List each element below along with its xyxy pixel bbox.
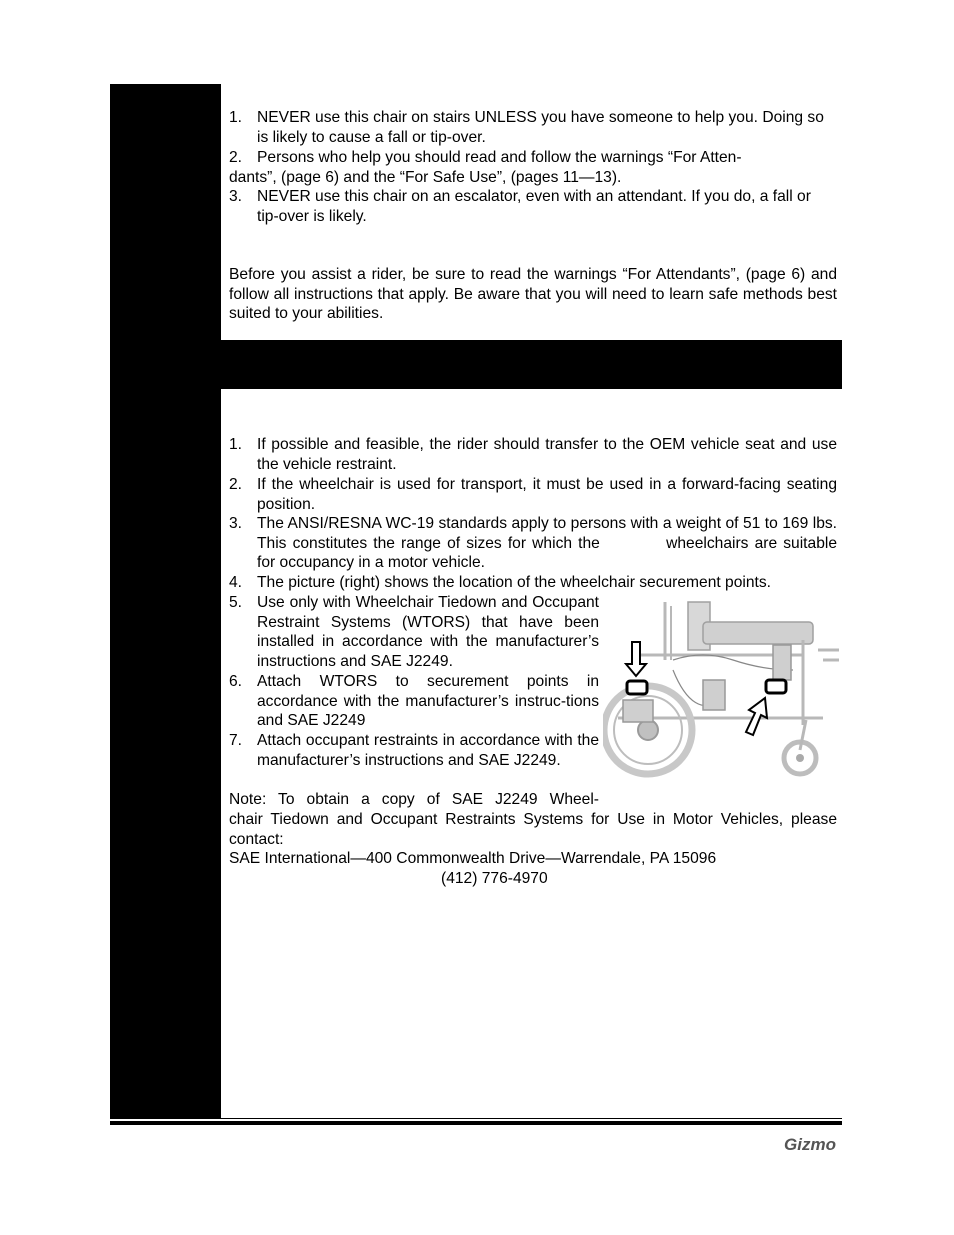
item-number: 2. xyxy=(229,476,243,493)
item-number: 4. xyxy=(229,574,243,591)
transport-item-6 xyxy=(229,672,599,731)
sae-note-line2: chair Tiedown and Occupant Restraints Systems for Use in Motor Vehicles, please contact: xyxy=(229,811,837,848)
stairs-item-2-continued: dants”, (page 6) and the “For Safe Use”, (pages 11—13). xyxy=(229,169,622,186)
item-number: 1. xyxy=(229,436,243,453)
item-text: NEVER use this chair on stairs UNLESS you have someone to help you. Doing so is likely to cause a fall or tip-over. xyxy=(257,109,824,146)
item-number: 5. xyxy=(229,594,243,611)
sae-address: SAE International—400 Commonwealth Drive—Warrendale, PA 15096 xyxy=(229,850,717,867)
stairs-item-2 xyxy=(229,148,829,168)
footer-rule-thin xyxy=(110,1118,842,1119)
section-banner xyxy=(221,340,842,389)
transport-item-1 xyxy=(229,435,837,474)
transport-item-4 xyxy=(229,573,837,593)
item-text: Use only with Wheelchair Tiedown and Occupant Restraint Systems (WTORS) that have been installed in accordance with the manufacturer’s instructions and SAE J2249. xyxy=(257,594,599,671)
footer-rule xyxy=(110,1121,842,1125)
stairs-item-1 xyxy=(229,108,824,147)
item-text: The picture (right) shows the location of the wheelchair securement points. xyxy=(257,574,771,591)
transport-item-5 xyxy=(229,593,599,672)
item-number: 3. xyxy=(229,515,243,532)
sae-phone: (412) 776-4970 xyxy=(441,870,548,887)
attendant-note: Before you assist a rider, be sure to read the warnings “For Attendants”, (page 6) and follow all instructions that apply. Be aware that you will need to learn safe methods best suited to your abilities. xyxy=(229,266,837,323)
item-text: NEVER use this chair on an escalator, even with an attendant. If you do, a fall or tip-over is likely. xyxy=(257,188,811,225)
item-text-b: wheelchairs are suitable for occupancy in a motor vehicle. xyxy=(257,534,838,572)
item-number: 2. xyxy=(229,149,243,166)
transport-item-2 xyxy=(229,475,837,514)
item-text-a: The ANSI/RESNA WC-19 standards apply to persons with a weight of 51 to 169 lbs. This constitutes the range of sizes for which the xyxy=(257,515,837,552)
item-text-wrap xyxy=(257,514,837,573)
sae-note-line1: Note: To obtain a copy of SAE J2249 Wheel- xyxy=(229,791,599,808)
wheelchair-securement-diagram-icon xyxy=(603,600,842,780)
item-number: 1. xyxy=(229,109,243,126)
item-text: Attach WTORS to securement points in accordance with the manufacturer’s instruc-tions and SAE J2249 xyxy=(257,673,599,730)
transport-item-7 xyxy=(229,731,599,770)
left-sidebar-bar xyxy=(110,84,221,1118)
item-number: 3. xyxy=(229,188,243,205)
transport-item-3 xyxy=(229,514,837,573)
stairs-item-3 xyxy=(229,187,829,226)
item-text: If the wheelchair is used for transport, it must be used in a forward-facing seating position. xyxy=(257,476,837,513)
item-text: If possible and feasible, the rider should transfer to the OEM vehicle seat and use the vehicle restraint. xyxy=(257,436,837,473)
footer-brand: Gizmo xyxy=(784,1135,836,1154)
item-text-line1: Persons who help you should read and follow the warnings “For Atten- xyxy=(257,149,742,166)
item-text: Attach occupant restraints in accordance with the manufacturer’s instructions and SAE J2249. xyxy=(257,732,599,769)
item-number: 7. xyxy=(229,732,243,749)
item-number: 6. xyxy=(229,673,243,690)
